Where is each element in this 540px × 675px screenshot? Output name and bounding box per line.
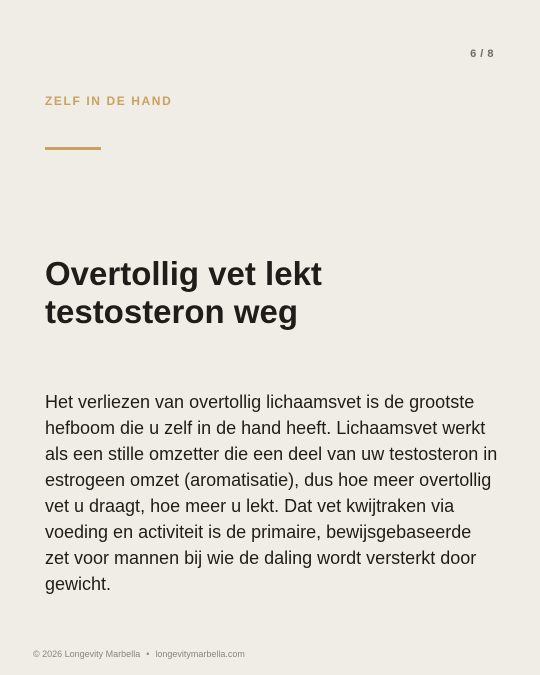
page-counter: 6 / 8 [470,48,494,60]
footer-separator: • [146,649,150,659]
footer-website-link[interactable]: longevitymarbella.com [155,649,245,659]
slide-title: Overtollig vet lekt testosteron weg [45,255,322,330]
section-eyebrow: ZELF IN DE HAND [45,94,173,108]
body-paragraph: Het verliezen van overtollig lichaamsvet is de grootste hefboom die u zelf in de hand heeft. Lichaamsvet werkt als een stille omzetter die een deel van uw testosteron in estrogeen omzet (aromatisatie), dus hoe meer overtollig vet u draagt, hoe meer u lekt. Dat vet kwijtraken via voeding en activiteit is de primaire, bewijsgebaseerde zet voor mannen bij wie de daling wordt versterkt door gewicht. [45,392,498,594]
accent-divider [45,147,101,150]
footer-copyright: © 2026 Longevity Marbella [33,649,141,659]
footer [33,649,245,659]
